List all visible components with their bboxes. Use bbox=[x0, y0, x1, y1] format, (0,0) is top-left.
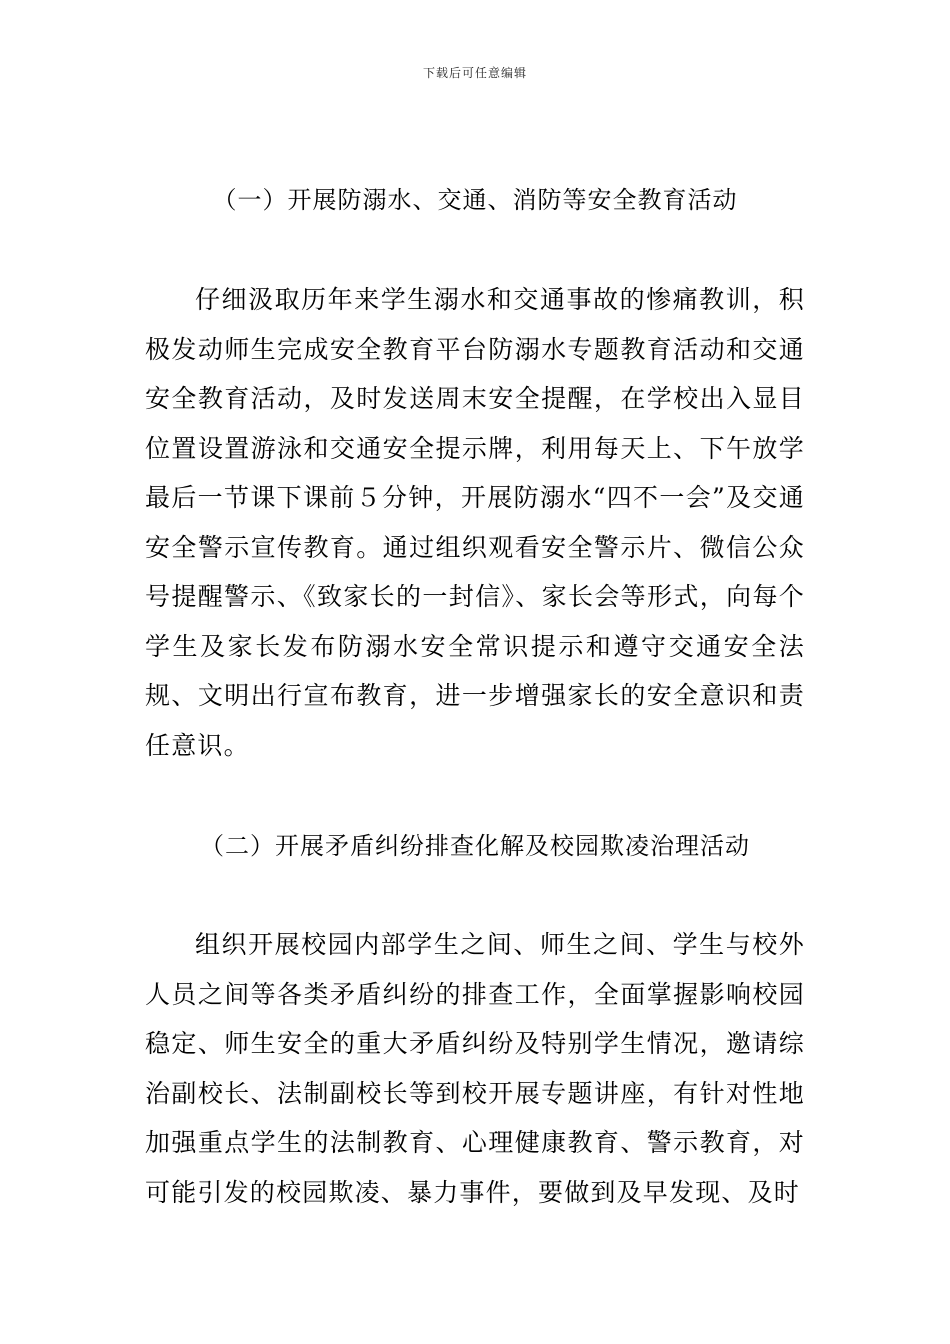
section-paragraph-1: 仔细汲取历年来学生溺水和交通事故的惨痛教训，积极发动师生完成安全教育平台防溺水专题教育活动和交通安全教育活动，及时发送周末安全提醒，在学校出入显目位置设置游泳和交通安全提示牌，利用每天上、下午放学最后一节课下课前５分钟，开展防溺水“四不一会”及交通安全警示宣传教育。通过组织观看安全警示片、微信公众号提醒警示、《致家长的一封信》、家长会等形式，向每个学生及家长发布防溺水安全常识提示和遵守交通安全法规、文明出行宣布教育，进一步增强家长的安全意识和责任意识。 bbox=[145, 285, 805, 760]
section-heading-1: （一）开展防溺水、交通、消防等安全教育活动 bbox=[212, 186, 738, 214]
section-heading-2: （二）开展矛盾纠纷排查化解及校园欺凌治理活动 bbox=[200, 832, 750, 860]
section-paragraph-2: 组织开展校园内部学生之间、师生之间、学生与校外人员之间等各类矛盾纠纷的排查工作，全面掌握影响校园稳定、师生安全的重大矛盾纠纷及特别学生情况，邀请综治副校长、法制副校长等到校开展专题讲座，有针对性地加强重点学生的法制教育、心理健康教育、警示教育，对可能引发的校园欺凌、暴力事件，要做到及早发现、及时 bbox=[145, 930, 805, 1207]
header-note: 下载后可任意编辑 bbox=[422, 66, 527, 80]
